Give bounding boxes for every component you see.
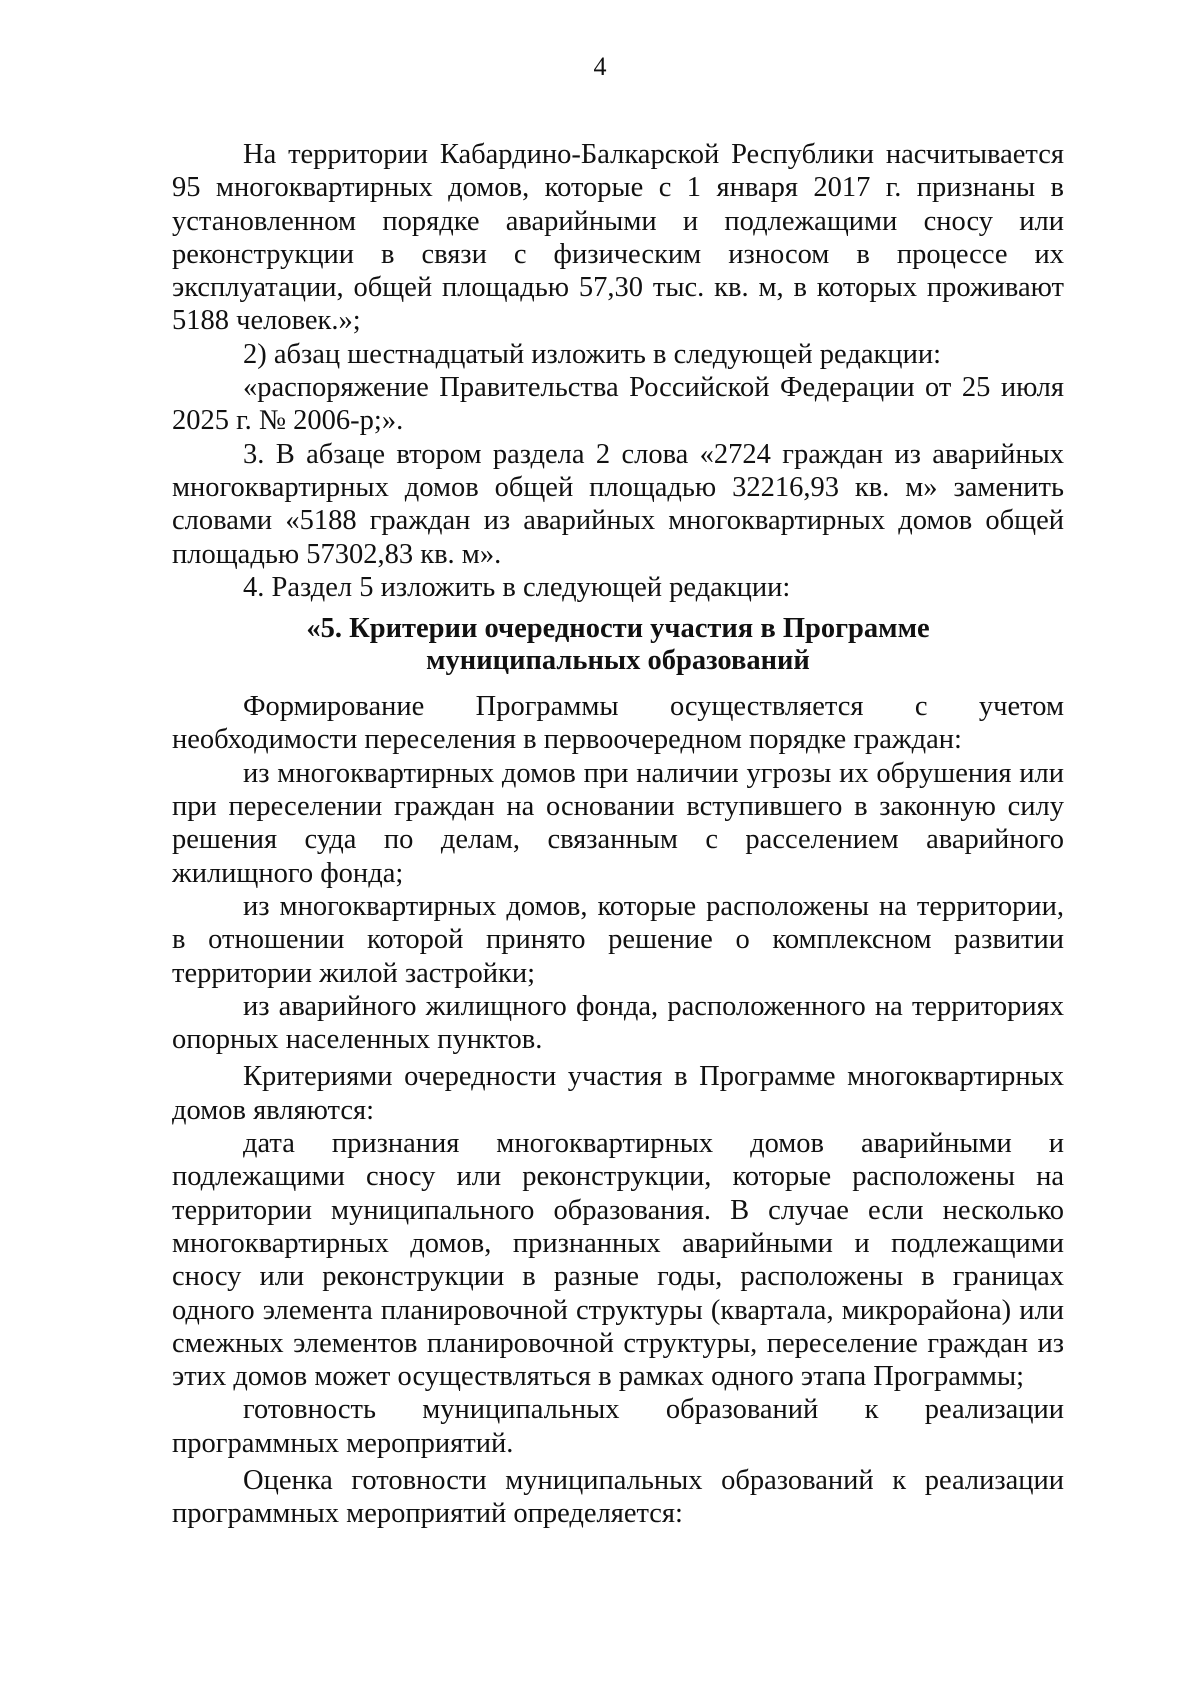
paragraph-support-settlements: из аварийного жилищного фонда, расположенного на территориях опорных населенных пунктов. (172, 990, 1064, 1056)
paragraph-government-order: «распоряжение Правительства Российской Федерации от 25 июля 2025 г. № 2006-р;». (172, 372, 1064, 437)
paragraph-readiness-assessment: Оценка готовности муниципальных образований к реализации программных мероприятий определяется: (172, 1464, 1064, 1530)
document-body (172, 138, 1064, 1531)
page-number: 4 (593, 52, 607, 81)
paragraph-amendment-4: 4. Раздел 5 изложить в следующей редакции: (243, 571, 791, 603)
paragraph-program-formation: Формирование Программы осуществляется с учетом необходимости переселения в первоочередном порядке граждан: (172, 691, 1064, 756)
paragraph-emergency-housing-stats: На территории Кабардино-Балкарской Республики насчитывается 95 многоквартирных домов, которые с 1 января 2017 г. признаны в установленном порядке аварийными и подлежащими сносу или реконструкции в связи с физическим износом в процессе их эксплуатации, общей площадью 57,30 тыс. кв. м, в которых проживают 5188 человек.»; (172, 139, 1064, 337)
paragraph-amendment-3: 3. В абзаце втором раздела 2 слова «2724 граждан из аварийных многоквартирных домов общей площадью 32216,93 кв. м» заменить словами «5188 граждан из аварийных многоквартирных домов общей площадью 57302,83 кв. м». (172, 438, 1064, 570)
paragraph-collapse-threat: из многоквартирных домов при наличии угрозы их обрушения или при переселении граждан на основании вступившего в законную силу решения суда по делам, связанным с расселением аварийного жилищного фонда; (172, 757, 1064, 889)
paragraph-criteria-intro: Критериями очередности участия в Программе многоквартирных домов являются: (172, 1061, 1064, 1126)
paragraph-recognition-date: дата признания многоквартирных домов аварийными и подлежащими сносу или реконструкции, которые расположены на территории муниципального образования. В случае если несколько многоквартирных домов, признанных аварийными и подлежащими сносу или реконструкции в разные годы, расположены в границах одного элемента планировочной структуры (квартала, микрорайона) или смежных элементов планировочной структуры, переселение граждан из этих домов может осуществляться в рамках одного этапа Программы; (172, 1128, 1064, 1393)
section-5-heading (172, 613, 1064, 677)
section-heading-line-2: муниципальных образований (426, 645, 810, 677)
paragraph-municipal-readiness: готовность муниципальных образований к реализации программных мероприятий. (172, 1394, 1064, 1459)
section-heading-line-1: «5. Критерии очередности участия в Программе (306, 613, 930, 645)
paragraph-territory-development: из многоквартирных домов, которые расположены на территории, в отношении которой принято решение о комплексном развитии территории жилой застройки; (172, 890, 1064, 989)
paragraph-amendment-2: 2) абзац шестнадцатый изложить в следующей редакции: (243, 338, 941, 370)
